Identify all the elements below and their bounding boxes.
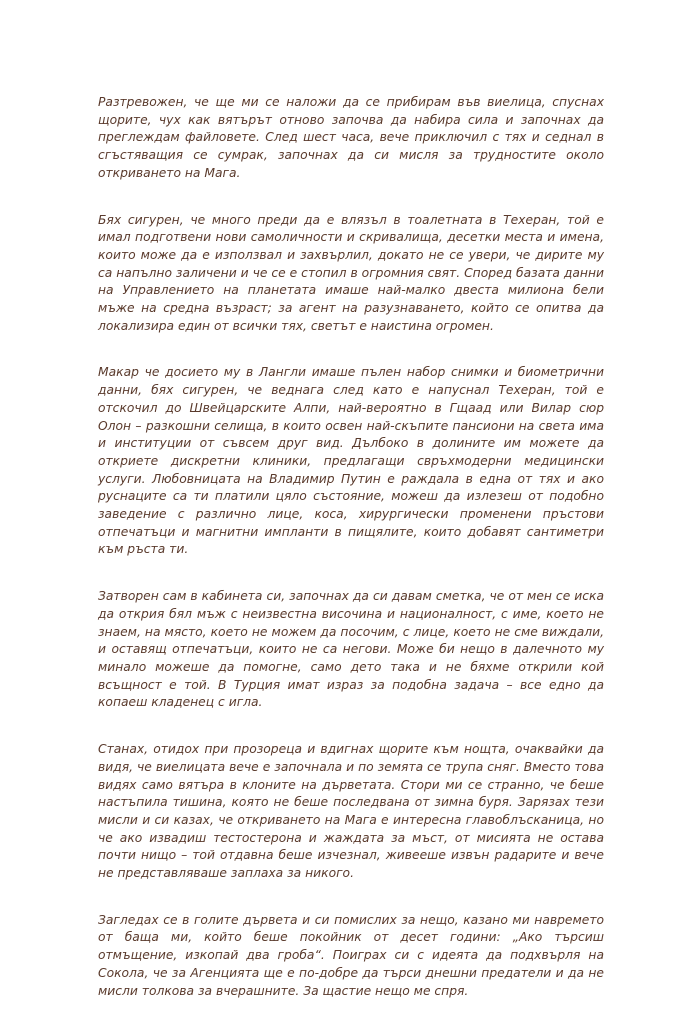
paragraph-4: Затворен сам в кабинета си, започнах да си давам сметка, че от мен се иска да открия бял мъж с неизвестна височина и националност, с име, което не знаем, на място, което не можем да посочим, с лице, което не сме виждали, и оставящ отпечатъци, които не са негови. Може би нещо в далечното му минало можеше да помогне, само дето така и не бяхме открили кой всъщност е той. В Турция имат израз за подобна задача – все едно да копаеш кладенец с игла. [98,589,604,710]
paragraph-5: Станах, отидох при прозореца и вдигнах щорите към нощта, очаквайки да видя, че виелицата вече е започнала и по земята се трупа сняг. Вместо това видях само вятъра в клоните на дърветата. Стори ми се странно, че беше настъпила тишина, която не беше последвана от зимна буря. Зарязах тези мисли и си казах, че откриването на Мага е интересна главоблъсканица, но че ако извадиш тестостерона и жаждата за мъст, от мисията не остава почти нищо – той отдавна беше изчезнал, живееше извън радарите и вече не представляваше заплаха за никого. [98,742,604,881]
text-body [98,94,604,1029]
paragraph-1: Разтревожен, че ще ми се наложи да се прибирам във виелица, спуснах щорите, чух как вятърът отново започва да набира сила и започнах да преглеждам файловете. След шест часа, вече приключил с тях и седнал в сгъстяващия се сумрак, започнах да си мисля за трудностите около откриването на Мага. [98,95,604,180]
paragraph-6: Загледах се в голите дървета и си помислих за нещо, казано ми навремето от баща ми, който беше покойник от десет години: „Ако търсиш отмъщение, изкопай два гроба“. Поиграх си с идеята да подхвърля на Сокола, че за Агенцията ще е по-добре да търси днешни предатели и да не мисли толкова за вчерашните. За щастие нещо ме спря. [98,912,604,998]
paragraph-3: Макар че досието му в Лангли имаше пълен набор снимки и биометрични данни, бях сигурен, че веднага след като е напуснал Техеран, той е отскочил до Швейцарските Алпи, най-вероятно в Гщаад или Вилар сюр Олон – разкошни селища, в които освен най-скъпите пансиони на света има и институции от съвсем друг вид. Дълбоко в долините им можете да откриете дискретни клиники, предлагащи свръхмодерни медицински услуги. Любовницата на Владимир Путин е раждала в една от тях и ако руснаците са ти платили цяло състояние, можеш да излезеш от подобно заведение с различно лице, коса, хирургически променени пръстови отпечатъци и магнитни импланти в пищялите, които добавят сантиметри към ръста ти. [98,365,604,557]
paragraph-2: Бях сигурен, че много преди да е влязъл в тоалетната в Техеран, той е имал подготвени нови самоличности и скривалища, десетки места и имена, които може да е използвал и захвърлил, докато не се увери, че дирите му са напълно заличени и че се е стопил в огромния свят. Според базата данни на Управлението на планетата имаше най-малко двеста милиона бели мъже на средна възраст; за агент на разузнаването, който се опитва да локализира един от всички тях, светът е наистина огромен. [98,212,604,333]
